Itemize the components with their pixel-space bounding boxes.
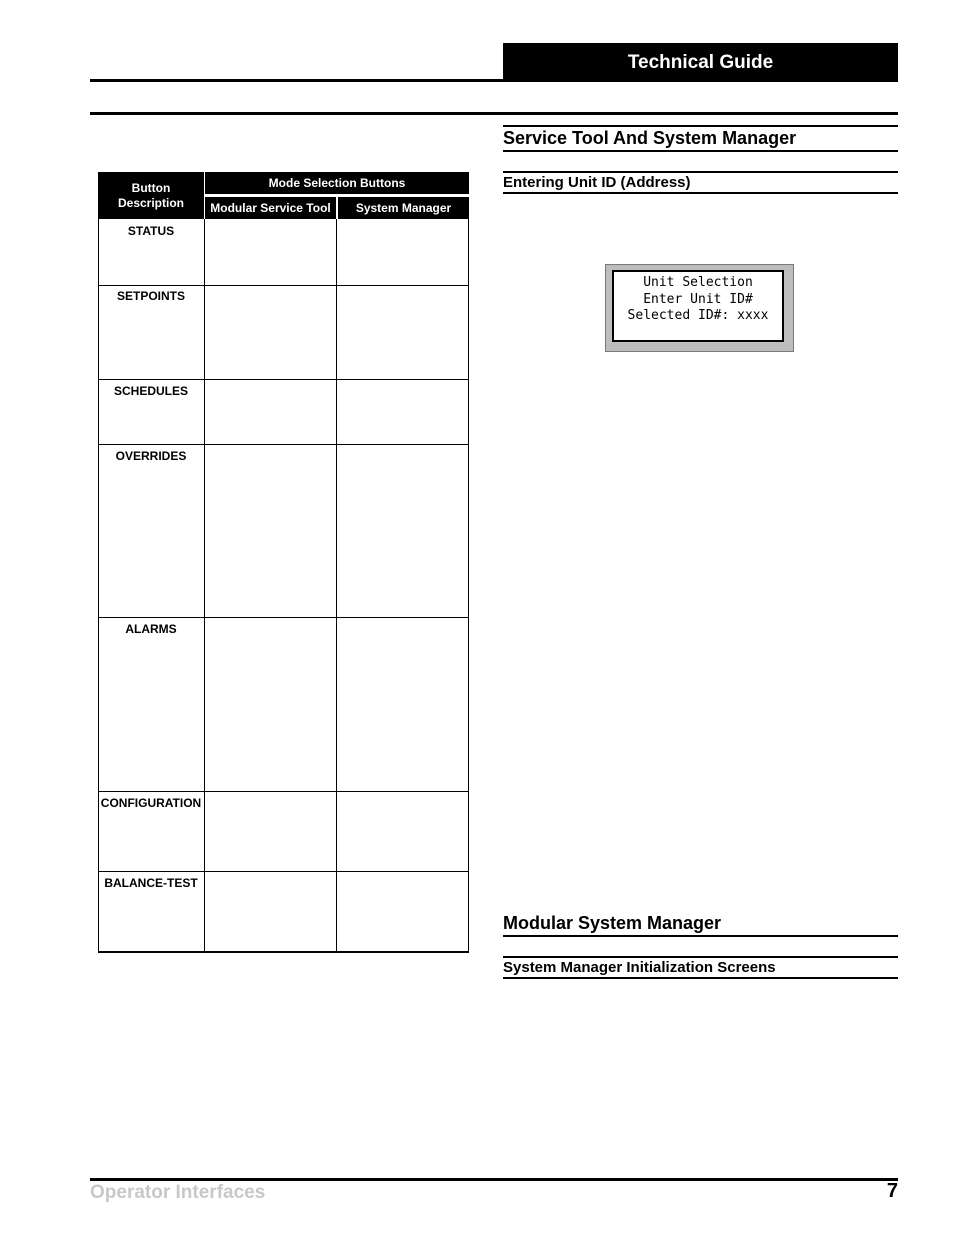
lcd-line: Selected ID#: xxxx [627,308,769,323]
table-row-separator [98,379,469,380]
table-row-label: ALARMS [125,622,177,636]
section-title: Modular System Manager [503,913,722,933]
table-header-system-manager: System Manager [338,197,469,219]
page-number: 7 [886,1180,898,1202]
lcd-screen [612,270,784,342]
table-row-separator [98,791,469,792]
table-row-label: SETPOINTS [116,289,185,303]
lcd-line: Unit Selection [643,275,753,290]
top-rule [90,112,898,115]
subsection-rule [503,192,898,194]
table-border-left [98,219,99,953]
table-row-separator [98,617,469,618]
footer-section-label: Operator Interfaces [90,1182,266,1203]
table-row-label: BALANCE-TEST [104,876,198,890]
table-row-label: OVERRIDES [115,449,187,463]
table-divider [336,219,337,953]
table-header-modular-service-tool: Modular Service Tool [205,197,336,219]
table-row-separator [98,444,469,445]
table-header-mode-selection: Mode Selection Buttons [205,172,469,194]
table-divider [204,219,205,953]
subsection-title: Entering Unit ID (Address) [503,174,691,191]
table-row-label: SCHEDULES [113,384,188,398]
footer-rule [90,1178,898,1181]
section-rule [503,150,898,152]
lcd-line: Enter Unit ID# [643,291,753,307]
subsection-rule [503,956,898,958]
section-rule [503,125,898,127]
table-border-right [468,219,469,953]
table-row-label: CONFIGURATION [100,796,202,810]
table-row-separator [98,285,469,286]
header-title: Technical Guide [503,43,898,82]
table-row-label: STATUS [127,224,175,238]
header-rule [90,79,503,82]
section-rule [503,935,898,937]
subsection-rule [503,977,898,979]
table-row-separator [98,871,469,872]
mode-selection-table [98,172,469,953]
subsection-title: System Manager Initialization Screens [503,959,776,976]
section-title: Service Tool And System Manager [503,128,797,148]
table-header-button-description: Button Description [98,172,204,219]
lcd-display [605,264,794,352]
table-border-bottom [98,951,469,953]
subsection-rule [503,171,898,173]
